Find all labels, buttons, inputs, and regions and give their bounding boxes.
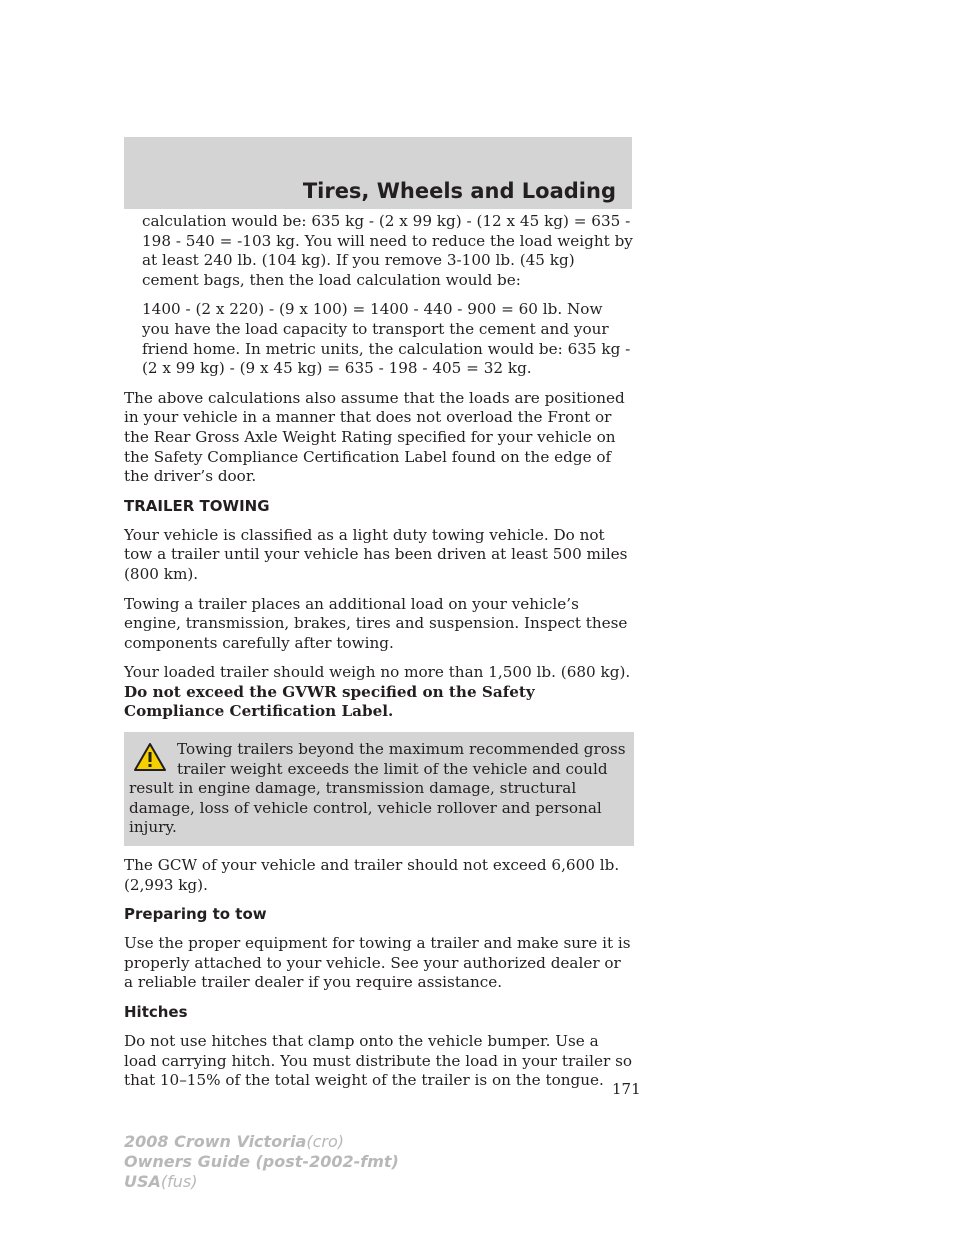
footer-model-code: (cro) — [306, 1132, 345, 1151]
warning-text: Towing trailers beyond the maximum recommended gross trailer weight exceeds the limit of the vehicle and could result in engine damage, transmission damage, structural damage, loss of vehicle control, vehicle rollover and personal injury. — [129, 740, 626, 837]
heading-trailer-towing: TRAILER TOWING — [124, 496, 270, 515]
footer-region-code: (fus) — [160, 1172, 198, 1191]
footer-line-guide: Owners Guide (post-2002-fmt) — [124, 1152, 399, 1171]
warning-box — [124, 732, 634, 846]
paragraph-calculation-revised: 1400 - (2 x 220) - (9 x 100) = 1400 - 440 - 900 = 60 lb. Now you have the load capacity to transport the cement and your friend home. In metric units, the calculation would be: 635 kg - (2 x 99 kg) - (9 x 45 kg) = 635 - 198 - 405 = 32 kg. — [142, 300, 631, 378]
page-number: 171 — [612, 1080, 641, 1098]
page-content — [124, 212, 634, 1101]
gvwr-warning-text: Do not exceed the GVWR specified on the Safety Compliance Certification Label. — [124, 682, 535, 721]
paragraph-calculation-metric: calculation would be: 635 kg - (2 x 99 kg) - (12 x 45 kg) = 635 - 198 - 540 = -103 kg. You will need to reduce the load weight by at least 240 lb. (104 kg). If you remove 3-100 lb. (45 kg) cement bags, then the load calculation would be: — [142, 212, 633, 289]
footer-model: 2008 Crown Victoria — [124, 1132, 307, 1151]
heading-preparing-to-tow: Preparing to tow — [124, 905, 267, 924]
header-band — [124, 137, 632, 209]
trailer-weight-text: Your loaded trailer should weigh no more than 1,500 lb. (680 kg). — [124, 663, 631, 682]
section-title: Tires, Wheels and Loading — [302, 179, 616, 203]
document-footer — [124, 1132, 399, 1192]
paragraph-additional-load: Towing a trailer places an additional load on your vehicle’s engine, transmission, brakes, tires and suspension. Inspect these components carefully after towing. — [124, 594, 628, 652]
paragraph-trailer-weight — [124, 663, 634, 722]
footer-region: USA — [124, 1172, 161, 1191]
paragraph-proper-equipment: Use the proper equipment for towing a trailer and make sure it is properly attached to your vehicle. See your authorized dealer or a reliable trailer dealer if you require assistance. — [124, 934, 631, 992]
paragraph-light-duty: Your vehicle is classified as a light duty towing vehicle. Do not tow a trailer until your vehicle has been driven at least 500 miles (800 km). — [124, 525, 628, 583]
paragraph-hitches: Do not use hitches that clamp onto the vehicle bumper. Use a load carrying hitch. You must distribute the load in your trailer so that 10–15% of the total weight of the trailer is on the tongue. — [124, 1032, 633, 1090]
paragraph-gcw: The GCW of your vehicle and trailer should not exceed 6,600 lb. (2,993 kg). — [124, 856, 620, 894]
paragraph-axle-weight: The above calculations also assume that the loads are positioned in your vehicle in a manner that does not overload the Front or the Rear Gross Axle Weight Rating specified for your vehicle on the Safety Compliance Certification Label found on the edge of the driver’s door. — [124, 388, 625, 486]
warning-triangle-icon — [133, 742, 167, 772]
footer-line-region — [124, 1172, 399, 1192]
heading-hitches: Hitches — [124, 1003, 188, 1021]
footer-line-model — [124, 1132, 399, 1152]
